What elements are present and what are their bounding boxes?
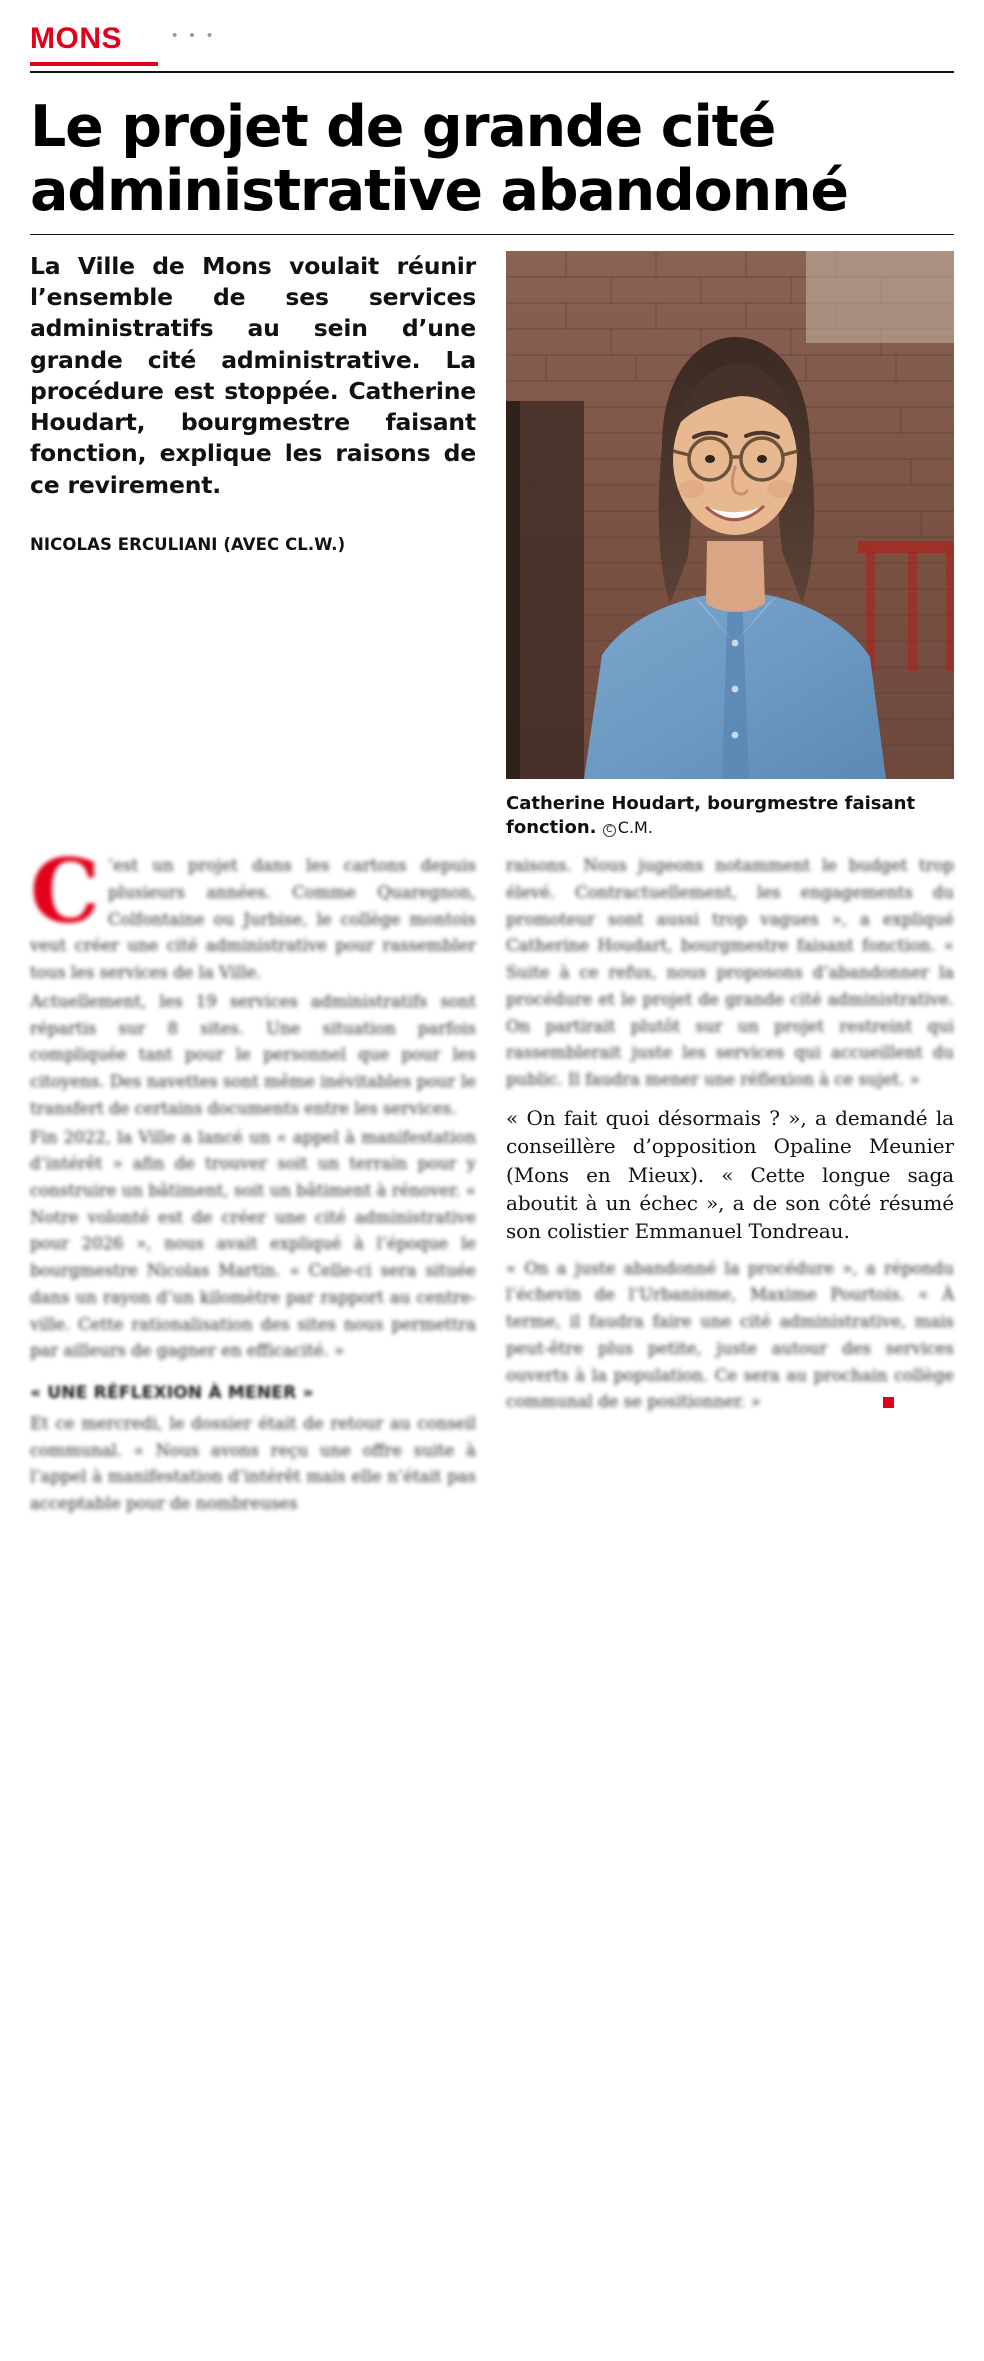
body-paragraph-text: « On a juste abandonné la procédure », a répondu l’échevin de l’Urbanisme, Maxime Pourtois. « À terme, il faudra faire une cité administrative, mais peut-être plus petite, juste autour des services ouverts à la population. Ce sera au prochain collège communal de se positionner. » [506,1258,954,1412]
body-paragraph [506,1256,954,1416]
drop-cap: C [30,839,101,944]
photo-credit [603,818,653,837]
body-paragraph: Actuellement, les 19 services administratifs sont répartis sur 8 sites. Une situation parfois compliquée tant pour le personnel que pour les citoyens. Des navettes sont même inévitables pour le transfert de certains documents entre les services. [30,991,476,1118]
body-subheading: « UNE RÉFLEXION À MENER » [30,1382,314,1403]
byline: NICOLAS ERCULIANI (AVEC CL.W.) [30,534,346,554]
photo-column [506,251,954,840]
body-paragraph-text: ’est un projet dans les cartons depuis plusieurs années. Comme Quaregnon, Colfontaine ou Jurbise, le collège montois veut créer une cité administrative pour rassembler tous les services de la Ville. [30,856,476,983]
section-label-block [30,24,158,66]
photo-caption-text: Catherine Houdart, bourgmestre faisant fonction. [506,792,916,838]
article-body [30,839,954,1518]
masthead-rule [30,71,954,73]
standfirst: La Ville de Mons voulait réunir l’ensemble de ses services administratifs au sein d’une grande cité administrative. La procédure est stoppée. Catherine Houdart, bourgmestre faisant fonction, explique les raisons de ce revirement. [30,251,476,499]
photo-illustration [506,251,954,779]
body-column-right [506,853,954,1434]
body-paragraph: raisons. Nous jugeons notamment le budget trop élevé. Contractuellement, les engagements du promoteur sont aussi trop vagues », a expliqué Catherine Houdart, bourgmestre faisant fonction. « Suite à ce refus, nous proposons d’abandonner la procédure et le projet de grande cité administrative. On partirait plutôt sur un projet restreint qui rassemblerait juste les services qui accueillent du public. Il faudra mener une réflexion à ce sujet. » [506,856,954,1090]
end-of-article-marker [883,1397,894,1408]
section-underline [30,62,158,66]
body-paragraph: Et ce mercredi, le dossier était de retour au conseil communal. « Nous avons reçu une offre suite à l’appel à manifestation d’intérêt mais elle n’était pas acceptable pour de nombreuses [30,1413,476,1514]
body-paragraph [30,839,476,987]
section-label: MONS [30,22,122,55]
body-column-left [30,839,476,1518]
body-paragraph: Fin 2022, la Ville a lancé un « appel à manifestation d’intérêt » afin de trouver soit un terrain pour y construire un bâtiment, soit un bâtiment à rénover. « Notre volonté est de créer une cité administrative pour 2026 », nous avait expliqué à l’époque le bourgmestre Nicolas Martin. « Celle-ci sera située dans un rayon d’un kilomètre par rapport au centre-ville. Cette rationalisation des sites nous permettra par ailleurs de gagner en efficacité. » [30,1127,476,1361]
article-photo [506,251,954,779]
headline-rule [30,234,954,235]
photo-credit-text: C.M. [617,817,653,837]
copyright-icon: C [603,824,616,837]
intro-text-column [30,251,476,554]
intro-section [30,251,954,840]
page-title: Le projet de grande cité administrative abandonné [30,94,848,225]
masthead [30,24,954,66]
body-paragraph-highlight: « On fait quoi désormais ? », a demandé la conseillère d’opposition Opaline Meunier (Mons en Mieux). « Cette longue saga aboutit à un échec », a de son côté résumé son colistier Emmanuel Tondreau. [506,1105,954,1244]
photo-caption [506,792,954,840]
dots-ornament: • • • [172,27,217,44]
